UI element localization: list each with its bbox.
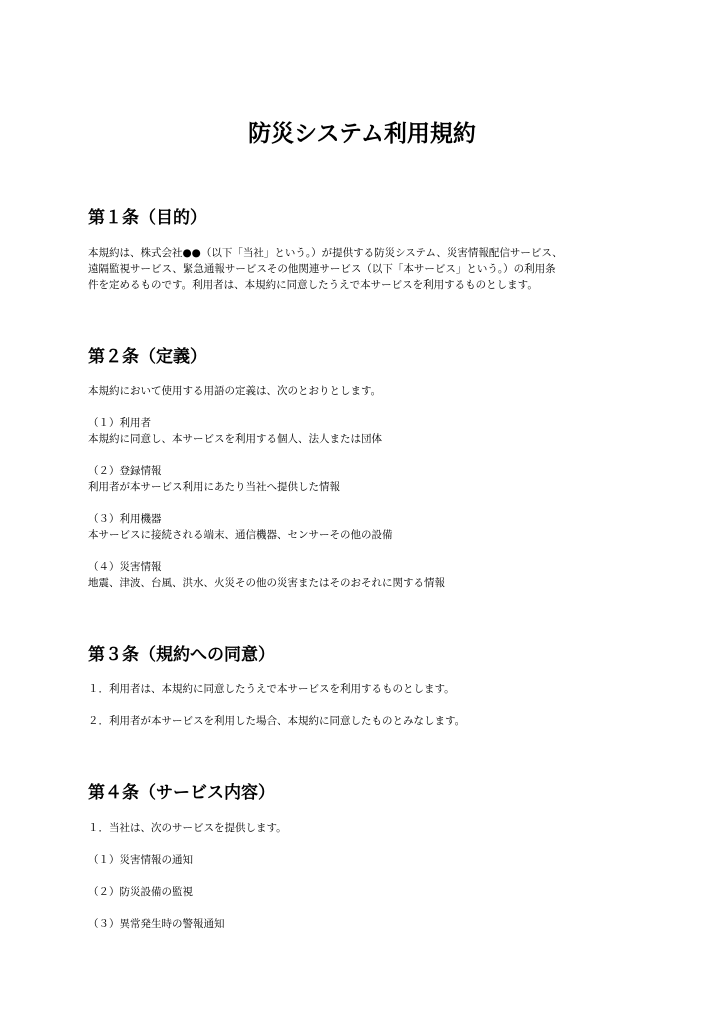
article-clause: （１）災害情報の通知 — [88, 854, 193, 866]
article-clause: １．利用者は、本規約に同意したうえで本サービスを利用するものとします。 — [88, 683, 455, 695]
article-heading: 第３条（規約への同意） — [88, 645, 275, 665]
article-heading: 第２条（定義） — [88, 347, 207, 367]
definition-item — [88, 415, 648, 447]
document-title: 防災システム利用規約 — [248, 121, 476, 147]
article-heading: 第１条（目的） — [88, 208, 207, 228]
article-1 — [88, 206, 648, 293]
article-paragraph-line: 遠隔監視サービス、緊急通報サービスその他関連サービス（以下「本サービス」という。）の利用条 — [88, 263, 556, 275]
definition-term: （２）登録情報 — [88, 465, 162, 477]
article-clause: １．当社は、次のサービスを提供します。 — [88, 822, 287, 834]
article-clause: ２．利用者が本サービスを利用した場合、本規約に同意したものとみなします。 — [88, 715, 466, 727]
definition-desc: 地震、津波、台風、洪水、火災その他の災害またはそのおそれに関する情報 — [88, 577, 445, 589]
definition-item — [88, 463, 648, 495]
article-clause: （２）防災設備の監視 — [88, 886, 193, 898]
article-2 — [88, 345, 648, 591]
definition-term: （１）利用者 — [88, 417, 151, 429]
article-paragraph-line: 本規約は、株式会社●●（以下「当社」という。）が提供する防災システム、災害情報配信サービス、 — [88, 247, 563, 259]
article-4 — [88, 781, 648, 932]
article-clause: （３）異常発生時の警報通知 — [88, 918, 225, 930]
article-intro: 本規約において使用する用語の定義は、次のとおりとします。 — [88, 385, 382, 397]
article-paragraph-line: 件を定めるものです。利用者は、本規約に同意したうえで本サービスを利用するものとします。 — [88, 279, 538, 291]
definition-desc: 利用者が本サービス利用にあたり当社へ提供した情報 — [88, 481, 340, 493]
article-3 — [88, 643, 648, 729]
definition-term: （４）災害情報 — [88, 561, 162, 573]
definition-item — [88, 511, 648, 543]
definition-desc: 本規約に同意し、本サービスを利用する個人、法人または団体 — [88, 433, 382, 445]
definition-desc: 本サービスに接続される端末、通信機器、センサーその他の設備 — [88, 529, 393, 541]
definition-term: （３）利用機器 — [88, 513, 162, 525]
definition-item — [88, 559, 648, 591]
article-heading: 第４条（サービス内容） — [88, 783, 275, 803]
